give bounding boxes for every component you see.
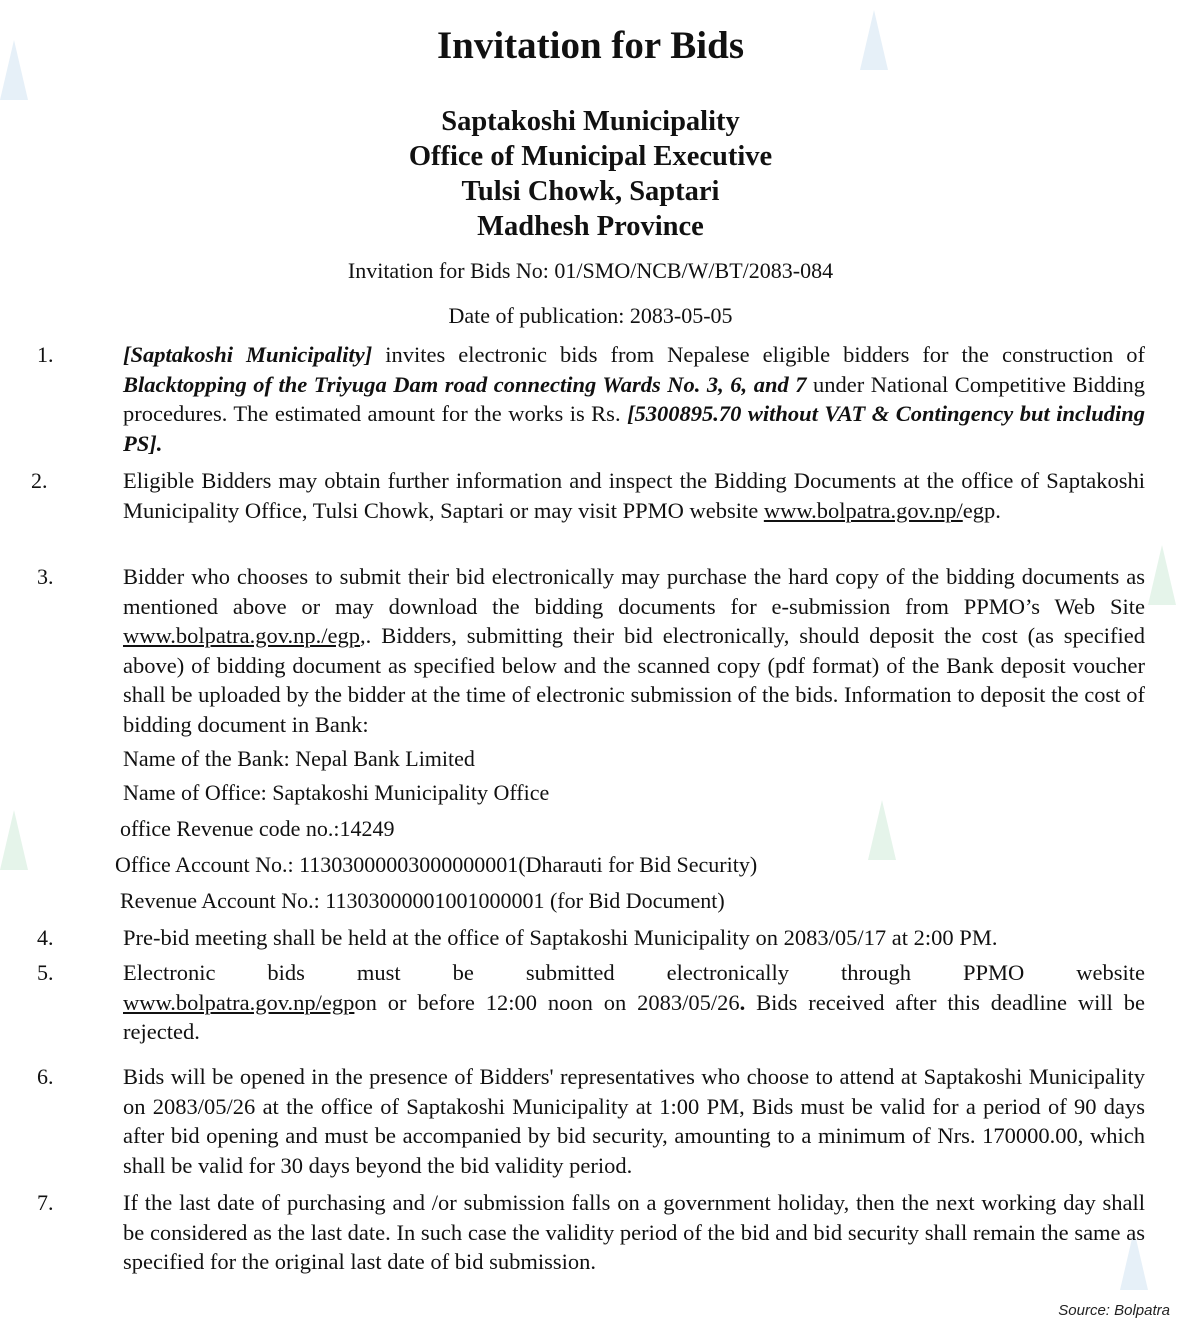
source-credit: Source: Bolpatra [1058, 1302, 1170, 1319]
item-text-part: Eligible Bidders may obtain further information and inspect the Bidding Documents at the office of Saptakoshi Municipality Office, Tulsi Chowk, Saptari or may visit PPMO website [123, 468, 1145, 523]
item-number: 5. [37, 960, 54, 985]
org-name: Saptakoshi Municipality [441, 106, 740, 137]
item-number: 6. [37, 1064, 54, 1089]
item-text: If the last date of purchasing and /or submission falls on a government holiday, then the next working day shall be considered as the last date. In such case the validity period of the bid and bid security shall remain the same as specified for the original last date of bid submission. [123, 1190, 1145, 1274]
item-text [123, 958, 1145, 1047]
item-number: 3. [37, 564, 54, 589]
word: Electronic [123, 960, 216, 985]
item-text-part: Bidder who chooses to submit their bid electronically may purchase the hard copy of the bidding documents as mentioned above or may download the bidding documents for e-submission from PPMO’s Web Site [123, 564, 1145, 619]
ifb-number: Invitation for Bids No: 01/SMO/NCB/W/BT/2083-084 [347, 258, 834, 283]
item-text-part: ,. Bidders, submitting their bid electronically, should deposit the cost (as specified above) of bidding document as specified below and the scanned copy (pdf format) of the Bank deposit voucher shall be uploaded by the bidder at the time of electronic submission of the bids. Information to deposit the cost of bidding document in Bank: [123, 623, 1145, 737]
item-text: Pre-bid meeting shall be held at the office of Saptakoshi Municipality on 2083/05/17 at 2:00 PM. [123, 925, 998, 950]
word: must [356, 960, 401, 985]
website-link[interactable]: www.bolpatra.gov.np/ [763, 497, 963, 523]
item-number: 7. [37, 1190, 54, 1215]
revenue-account: Revenue Account No.: 11303000001001000001 (for Bid Document) [120, 888, 725, 913]
word: through [840, 960, 911, 985]
word: submitted [525, 960, 615, 985]
watermark-arrow-icon [1148, 545, 1176, 605]
item-text-line [123, 958, 1145, 988]
item-text-part: egp. [962, 497, 1001, 523]
revenue-code: office Revenue code no.:14249 [120, 816, 395, 841]
item-text: Bids will be opened in the presence of Bidders' representatives who choose to attend at Saptakoshi Municipality on 2083/05/26 at the office of Saptakoshi Municipality at 1:00 PM, Bids must be valid for a period of 90 days after bid opening and must be accompanied by bid security, amounting to a minimum of Nrs. 170000.00, which shall be valid for 30 days beyond the bid validity period. [123, 1064, 1145, 1178]
word: be [452, 960, 474, 985]
page-title: Invitation for Bids [436, 24, 744, 67]
item-text-part: under National Competitive Bidding procedures. The estimated amount for the works is Rs. [123, 371, 1146, 426]
word: electronically [666, 960, 790, 985]
item-text [123, 562, 1145, 739]
item-text [123, 466, 1145, 525]
word: bids [267, 960, 305, 985]
item-number: 2. [31, 468, 48, 493]
item-number: 1. [37, 342, 54, 367]
office-name: Name of Office: Saptakoshi Municipality Office [123, 780, 550, 805]
item-text-part: Bids received after this deadline will be rejected. [123, 989, 1145, 1044]
bank-name: Name of the Bank: Nepal Bank Limited [123, 746, 475, 771]
watermark-arrow-icon [868, 800, 896, 860]
word: PPMO [962, 960, 1025, 985]
work-name: Blacktopping of the Triyuga Dam road connecting Wards No. 3, 6, and 7 [123, 371, 807, 397]
org-province: Madhesh Province [477, 211, 704, 242]
employer-name: [Saptakoshi Municipality] [123, 342, 373, 367]
website-link[interactable]: www.bolpatra.gov.np./egp [123, 623, 361, 648]
item-number: 4. [37, 925, 54, 950]
item-text-part: on or before 12:00 noon on 2083/05/26 [354, 989, 740, 1015]
website-link[interactable]: www.bolpatra.gov.np/egp [123, 989, 355, 1015]
item-text-part: invites electronic bids from Nepalese eligible bidders for the construction of [372, 342, 1145, 367]
estimated-amount: [5300895.70 without VAT & Contingency but including PS]. [123, 401, 1146, 456]
publication-date: Date of publication: 2083-05-05 [448, 303, 733, 328]
item-text-part: . [739, 989, 746, 1015]
office-account: Office Account No.: 11303000003000000001(Dharauti for Bid Security) [115, 852, 758, 877]
org-address: Tulsi Chowk, Saptari [461, 176, 720, 207]
org-office: Office of Municipal Executive [408, 141, 773, 172]
item-text-rest [123, 988, 1145, 1047]
word: website [1076, 960, 1145, 985]
item-text [123, 340, 1145, 458]
watermark-arrow-icon [0, 810, 28, 870]
